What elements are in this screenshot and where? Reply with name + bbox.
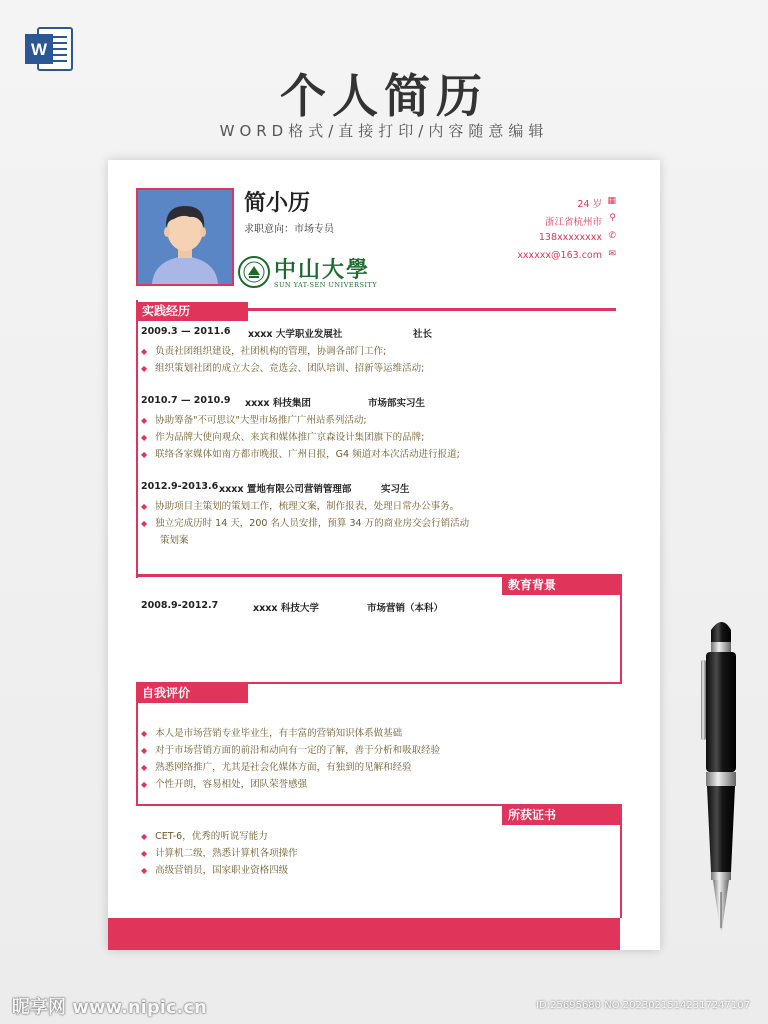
candidate-name: 简小历 xyxy=(244,191,311,216)
location-pin-icon: ⚲ xyxy=(609,213,616,223)
job-org: xxxx 大学职业发展社 xyxy=(248,329,343,340)
diamond-bullet-icon: ◆ xyxy=(141,416,148,425)
list-item: ◆ 个性开朗，容易相处，团队荣誉感强 xyxy=(141,779,308,790)
avatar-illustration xyxy=(138,190,232,284)
word-icon-letter: W xyxy=(30,40,48,59)
school-name-en: SUN YAT-SEN UNIVERSITY xyxy=(274,281,378,289)
diamond-bullet-icon: ◆ xyxy=(141,347,148,356)
education-frame-right xyxy=(620,574,622,684)
practice-frame-left xyxy=(136,300,138,578)
contact-email: xxxxxx@163.com xyxy=(517,250,602,261)
contact-phone: 138xxxxxxxx xyxy=(538,232,602,243)
avatar xyxy=(136,188,234,286)
job-date: 2009.3 — 2011.6 xyxy=(141,326,231,337)
diamond-bullet-icon: ◆ xyxy=(141,450,148,459)
job-role: 实习生 xyxy=(381,484,410,495)
education-major: 市场营销（本科） xyxy=(367,603,444,614)
list-item: ◆ 作为品牌大使向观众、来宾和媒体推广京森设计集团旗下的品牌; xyxy=(141,432,425,443)
list-item: ◆ 协助项目主策划的策划工作，梳理文案，制作报表，处理日常办公事务。 xyxy=(141,501,460,512)
page-title: 个人简历 xyxy=(280,69,488,123)
diamond-bullet-icon: ◆ xyxy=(141,729,148,738)
contact-location: 浙江省杭州市 xyxy=(544,217,602,228)
list-item: ◆ 对于市场营销方面的前沿和动向有一定的了解，善于分析和吸取经验 xyxy=(141,745,441,756)
certs-frame-right xyxy=(620,806,622,918)
list-item: ◆ 联络各家媒体如南方都市晚报、广州日报，G4 频道对本次活动进行报道; xyxy=(141,449,460,460)
fountain-pen-icon xyxy=(695,612,745,942)
diamond-bullet-icon: ◆ xyxy=(141,519,148,528)
job-org: xxxx 科技集团 xyxy=(245,398,311,409)
diamond-bullet-icon: ◆ xyxy=(141,502,148,511)
section-title-practice: 实践经历 xyxy=(136,302,248,321)
list-item: ◆ 组织策划社团的成立大会、竞选会、团队培训、招新等运维活动; xyxy=(141,363,425,374)
diamond-bullet-icon: ◆ xyxy=(141,832,148,841)
section-title-self-eval: 自我评价 xyxy=(136,684,248,703)
job-org: xxxx 置地有限公司营销管理部 xyxy=(219,484,352,495)
list-item: ◆ 独立完成历时 14 天，200 名人员安排，预算 34 万的商业房交会行销活动 xyxy=(141,518,470,529)
section-title-certs: 所获证书 xyxy=(502,806,622,825)
contact-age: 24 岁 xyxy=(577,199,602,210)
resume-paper xyxy=(108,160,660,950)
list-item: ◆ 高级营销员，国家职业资格四级 xyxy=(141,865,289,876)
diamond-bullet-icon: ◆ xyxy=(141,364,148,373)
list-item: ◆ 熟悉网络推广，尤其是社会化媒体方面，有独到的见解和经验 xyxy=(141,762,412,773)
list-item: ◆ CET-6，优秀的听说写能力 xyxy=(141,831,268,842)
job-role: 社长 xyxy=(413,329,433,340)
education-school: xxxx 科技大学 xyxy=(253,603,319,614)
diamond-bullet-icon: ◆ xyxy=(141,433,148,442)
school-seal-icon xyxy=(238,256,270,288)
job-date: 2010.7 — 2010.9 xyxy=(141,395,231,406)
list-item-continued: 策划案 xyxy=(160,535,189,546)
education-date: 2008.9-2012.7 xyxy=(141,600,219,611)
footer-bar xyxy=(108,918,620,950)
watermark-id: ID:25695680 NO:20230215142317247107 xyxy=(536,1000,750,1011)
job-intent: 求职意向：市场专员 xyxy=(244,224,334,235)
list-item: ◆ 协助筹备"不可思议"大型市场推广广州站系列活动; xyxy=(141,415,367,426)
job-role: 市场部实习生 xyxy=(368,398,426,409)
watermark-logo: 昵享网 www.nipic.cn xyxy=(12,997,207,1018)
self-eval-frame-left xyxy=(136,684,138,806)
list-item: ◆ 计算机二级，熟悉计算机各项操作 xyxy=(141,848,298,859)
phone-icon: ✆ xyxy=(608,231,616,241)
job-date: 2012.9-2013.6 xyxy=(141,481,219,492)
diamond-bullet-icon: ◆ xyxy=(141,763,148,772)
school-name-cn: 中山大學 xyxy=(274,257,371,283)
diamond-bullet-icon: ◆ xyxy=(141,780,148,789)
diamond-bullet-icon: ◆ xyxy=(141,849,148,858)
school-logo xyxy=(238,252,378,292)
diamond-bullet-icon: ◆ xyxy=(141,746,148,755)
diamond-bullet-icon: ◆ xyxy=(141,866,148,875)
section-title-education: 教育背景 xyxy=(502,576,620,595)
calendar-icon: ▦ xyxy=(607,196,616,206)
list-item: ◆ 负责社团组织建设，社团机构的管理，协调各部门工作; xyxy=(141,346,387,357)
email-icon: ✉ xyxy=(608,249,616,259)
page-subtitle: WORD格式/直接打印/内容随意编辑 xyxy=(219,122,549,140)
list-item: ◆ 本人是市场营销专业毕业生，有丰富的营销知识体系做基础 xyxy=(141,728,403,739)
